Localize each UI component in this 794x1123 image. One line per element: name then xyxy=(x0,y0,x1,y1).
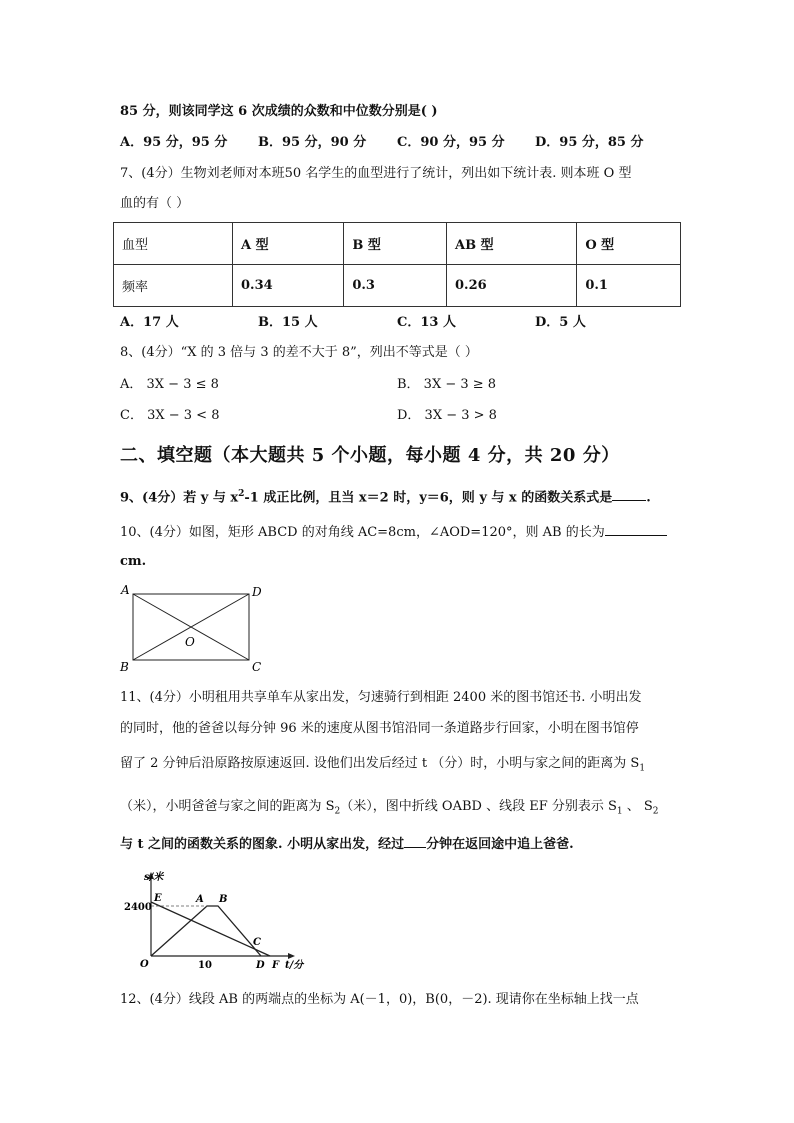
y-tick-label: 2400 xyxy=(124,902,152,913)
y-axis-label: s/米 xyxy=(144,872,164,883)
q7-option-c: C．13 人 xyxy=(397,315,456,330)
section-title: 二、填空题（本大题共 5 个小题，每小题 4 分，共 20 分） xyxy=(120,445,620,466)
q6-option-a: A．95 分，95 分 xyxy=(120,135,228,150)
q11-line4 xyxy=(120,797,659,822)
q9-text-c: . xyxy=(646,490,651,506)
q12-line1: 12、(4分）线段 AB 的两端点的坐标为 A(－1，0)，B(0，－2). 现请你在坐标轴上找一点 xyxy=(120,992,639,1007)
q11-line3-sub: 1 xyxy=(639,763,646,774)
q11-line4-sub3: 2 xyxy=(652,806,659,817)
x-axis-label: t/分 xyxy=(285,960,304,971)
q11-answer-blank[interactable] xyxy=(404,833,426,848)
q10-answer-blank[interactable] xyxy=(605,521,667,536)
label-o: O xyxy=(185,635,195,649)
q11-line3 xyxy=(120,754,645,779)
polyline-oabd xyxy=(151,906,261,956)
q7-stem-line2: 血的有（ ） xyxy=(120,196,190,211)
point-b-label: B xyxy=(219,894,228,905)
q11-line4-sub2: 1 xyxy=(616,806,623,817)
q7-option-d: D．5 人 xyxy=(535,315,586,330)
table-cell: 0.3 xyxy=(344,265,447,307)
table-cell: 0.26 xyxy=(447,265,577,307)
x-tick-label: 10 xyxy=(198,960,212,971)
blood-type-table xyxy=(113,222,681,307)
q8-option-d: D． 3X − 3 > 8 xyxy=(397,408,497,423)
point-f-label: F xyxy=(272,960,280,971)
q10-text: 10、(4分）如图，矩形 ABCD 的对角线 AC=8cm，∠AOD=120°，则 AB 的长为 xyxy=(120,525,605,540)
table-header-cell: AB 型 xyxy=(447,223,577,265)
q11-line1: 11、(4分）小明租用共享单车从家出发，匀速骑行到相距 2400 米的图书馆还书. 小明出发 xyxy=(120,690,642,705)
q11-line3-text: 留了 2 分钟后沿原路按原速返回. 设他们出发后经过 t （分）时，小明与家之间的距离为 S xyxy=(120,756,640,771)
q11-line5 xyxy=(120,833,574,855)
point-d-label: D xyxy=(256,960,265,971)
q10-stem-line1 xyxy=(120,521,667,543)
table-header-cell: O 型 xyxy=(577,223,681,265)
q8-option-b: B． 3X − 3 ≥ 8 xyxy=(397,377,497,392)
q11-line4-b: （米），图中折线 OABD 、线段 EF 分别表示 S xyxy=(340,799,617,814)
table-row-header: 血型 xyxy=(114,223,233,265)
q6-option-d: D．95 分，85 分 xyxy=(535,135,644,150)
point-c-label: C xyxy=(253,937,261,948)
q10-stem-line2: cm. xyxy=(120,554,147,569)
q6-stem: 85 分，则该同学这 6 次成绩的众数和中位数分别是( ) xyxy=(120,104,438,119)
table-row xyxy=(114,265,681,307)
table-header-cell: B 型 xyxy=(344,223,447,265)
q9-text-a: 9、(4分）若 y 与 x xyxy=(120,490,239,506)
table-row-header: 频率 xyxy=(114,265,233,307)
q7-option-b: B．15 人 xyxy=(258,315,318,330)
q11-line4-sub: 2 xyxy=(334,806,341,817)
point-e-label: E xyxy=(154,893,162,904)
q9-answer-blank[interactable] xyxy=(612,486,646,501)
q9-stem xyxy=(120,484,651,508)
label-b: B xyxy=(120,660,129,674)
q11-line2: 的同时，他的爸爸以每分钟 96 米的速度从图书馆沿同一条道路步行回家，小明在图书馆停 xyxy=(120,721,639,736)
label-c: C xyxy=(252,660,262,674)
label-d: D xyxy=(252,585,262,599)
q9-superscript: 2 xyxy=(238,489,245,499)
table-cell: 0.1 xyxy=(577,265,681,307)
q11-line4-c: 、 S xyxy=(622,799,653,814)
q8-option-a: A． 3X − 3 ≤ 8 xyxy=(120,377,219,392)
x-axis-arrow-icon xyxy=(288,953,295,959)
table-cell: 0.34 xyxy=(233,265,344,307)
q9-text-b: -1 成正比例，且当 x＝2 时，y＝6，则 y 与 x 的函数关系式是 xyxy=(244,490,613,506)
point-o-label: O xyxy=(140,959,149,970)
q6-option-c: C．90 分，95 分 xyxy=(397,135,505,150)
q8-option-c: C． 3X − 3 < 8 xyxy=(120,408,220,423)
q6-option-b: B．95 分，90 分 xyxy=(258,135,367,150)
table-row xyxy=(114,223,681,265)
point-a-label: A xyxy=(196,894,204,905)
label-a: A xyxy=(121,583,130,597)
q11-line5-b: 分钟在返回途中追上爸爸. xyxy=(426,837,574,852)
q7-option-a: A．17 人 xyxy=(120,315,179,330)
table-header-cell: A 型 xyxy=(233,223,344,265)
q8-stem: 8、(4分）“X 的 3 倍与 3 的差不大于 8”，列出不等式是（ ） xyxy=(120,345,478,360)
distance-time-graph xyxy=(118,868,318,978)
rectangle-figure xyxy=(113,580,273,675)
q11-line5-a: 与 t 之间的函数关系的图象. 小明从家出发，经过 xyxy=(120,837,405,852)
q11-line4-a: （米），小明爸爸与家之间的距离为 S xyxy=(120,799,335,814)
q7-stem-line1: 7、(4分）生物刘老师对本班50 名学生的血型进行了统计，列出如下统计表. 则本班 O 型 xyxy=(120,166,632,181)
